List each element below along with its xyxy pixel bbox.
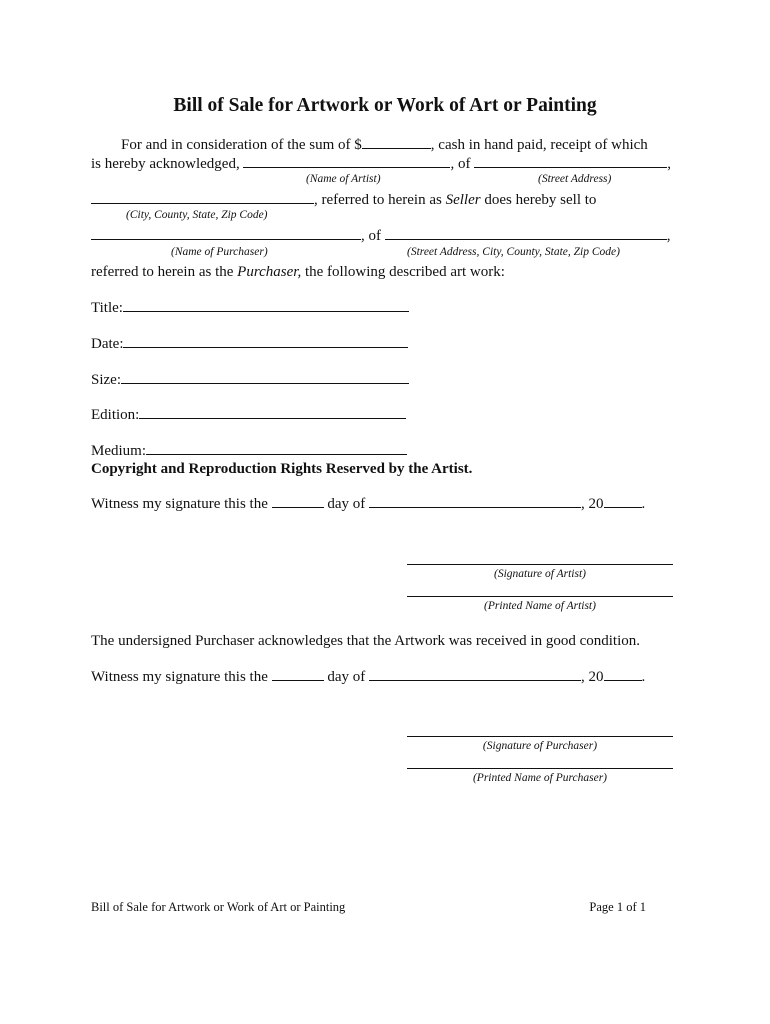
intro-artwork-text: the following described art work: xyxy=(304,264,505,280)
document-title: Bill of Sale for Artwork or Work of Art or Painting xyxy=(173,95,597,116)
witness-period: . xyxy=(641,496,646,512)
purchaser-month-blank[interactable] xyxy=(369,668,581,681)
field-title xyxy=(91,299,409,317)
caption-purchaser-address: (Street Address, City, County, State, Zip Code) xyxy=(407,246,620,258)
title-blank[interactable] xyxy=(123,299,409,312)
artist-city-blank[interactable] xyxy=(91,191,314,204)
intro-acknowledged-text: is hereby acknowledged, xyxy=(91,156,240,172)
artist-month-blank[interactable] xyxy=(369,495,581,508)
size-blank[interactable] xyxy=(121,371,409,384)
purchaser-printed-name-caption: (Printed Name of Purchaser) xyxy=(472,772,608,784)
intro-of-text: , of xyxy=(450,156,471,172)
witness-text: Witness my signature this the xyxy=(91,496,268,512)
artist-signature-caption: (Signature of Artist) xyxy=(494,568,586,580)
field-date xyxy=(91,335,408,353)
artist-year-blank[interactable] xyxy=(604,495,642,508)
artist-printed-name-line[interactable] xyxy=(407,596,673,597)
field-date-label: Date: xyxy=(91,336,124,352)
field-medium xyxy=(91,442,407,460)
intro-comma-2: , xyxy=(666,228,671,244)
purchaser-term: Purchaser, xyxy=(237,264,302,280)
field-size-label: Size: xyxy=(91,372,121,388)
artist-name-blank[interactable] xyxy=(243,155,450,168)
field-medium-label: Medium: xyxy=(91,443,146,459)
date-blank[interactable] xyxy=(123,335,408,348)
artist-printed-name-caption: (Printed Name of Artist) xyxy=(484,600,596,612)
witness-day-of: day of xyxy=(327,496,366,512)
purchaser-signature-caption: (Signature of Purchaser) xyxy=(482,740,598,752)
witness-period-2: . xyxy=(641,669,646,685)
artist-street-blank[interactable] xyxy=(474,155,667,168)
intro-sum-label: For and in consideration of the sum of $ xyxy=(121,137,362,153)
artist-day-blank[interactable] xyxy=(272,495,324,508)
intro-purchaser-prefix: referred to herein as the xyxy=(91,264,234,280)
intro-of-text-2: , of xyxy=(361,228,381,244)
edition-blank[interactable] xyxy=(139,406,406,419)
caption-city-county-state-zip: (City, County, State, Zip Code) xyxy=(126,209,268,221)
purchaser-name-blank[interactable] xyxy=(91,227,361,240)
seller-term: Seller xyxy=(445,192,481,208)
caption-name-of-purchaser: (Name of Purchaser) xyxy=(171,246,268,258)
intro-line-2 xyxy=(91,155,671,173)
intro-referred-text: , referred to herein as xyxy=(314,192,442,208)
field-title-label: Title: xyxy=(91,300,123,316)
intro-line-3 xyxy=(91,191,596,209)
purchaser-acknowledgement: The undersigned Purchaser acknowledges that the Artwork was received in good condition. xyxy=(91,633,641,649)
intro-line-1 xyxy=(121,136,648,154)
purchaser-year-blank[interactable] xyxy=(604,668,642,681)
witness-year-prefix-2: , 20 xyxy=(581,669,604,685)
witness-year-prefix: , 20 xyxy=(581,496,604,512)
artist-signature-line[interactable] xyxy=(407,564,673,565)
witness-day-of-2: day of xyxy=(327,669,366,685)
purchaser-signature-line[interactable] xyxy=(407,736,673,737)
caption-name-of-artist: (Name of Artist) xyxy=(306,173,381,185)
field-edition-label: Edition: xyxy=(91,407,140,423)
purchaser-address-blank[interactable] xyxy=(385,227,667,240)
amount-blank[interactable] xyxy=(362,136,431,149)
field-size xyxy=(91,371,409,389)
intro-line-5 xyxy=(91,263,505,281)
intro-comma: , xyxy=(667,156,671,172)
purchaser-printed-name-line[interactable] xyxy=(407,768,673,769)
caption-street-address: (Street Address) xyxy=(538,173,612,185)
witness-text-2: Witness my signature this the xyxy=(91,669,268,685)
artist-witness-line xyxy=(91,495,645,513)
medium-blank[interactable] xyxy=(146,442,407,455)
copyright-notice: Copyright and Reproduction Rights Reserved by the Artist. xyxy=(91,461,473,477)
footer-page-number: Page 1 of 1 xyxy=(589,900,646,914)
intro-line-4 xyxy=(91,227,671,245)
purchaser-witness-line xyxy=(91,668,645,686)
field-edition xyxy=(91,406,406,424)
footer-document-title: Bill of Sale for Artwork or Work of Art or Painting xyxy=(91,900,346,914)
intro-sell-text: does hereby sell to xyxy=(484,192,597,208)
purchaser-day-blank[interactable] xyxy=(272,668,324,681)
intro-cash-text: , cash in hand paid, receipt of which xyxy=(430,137,648,153)
